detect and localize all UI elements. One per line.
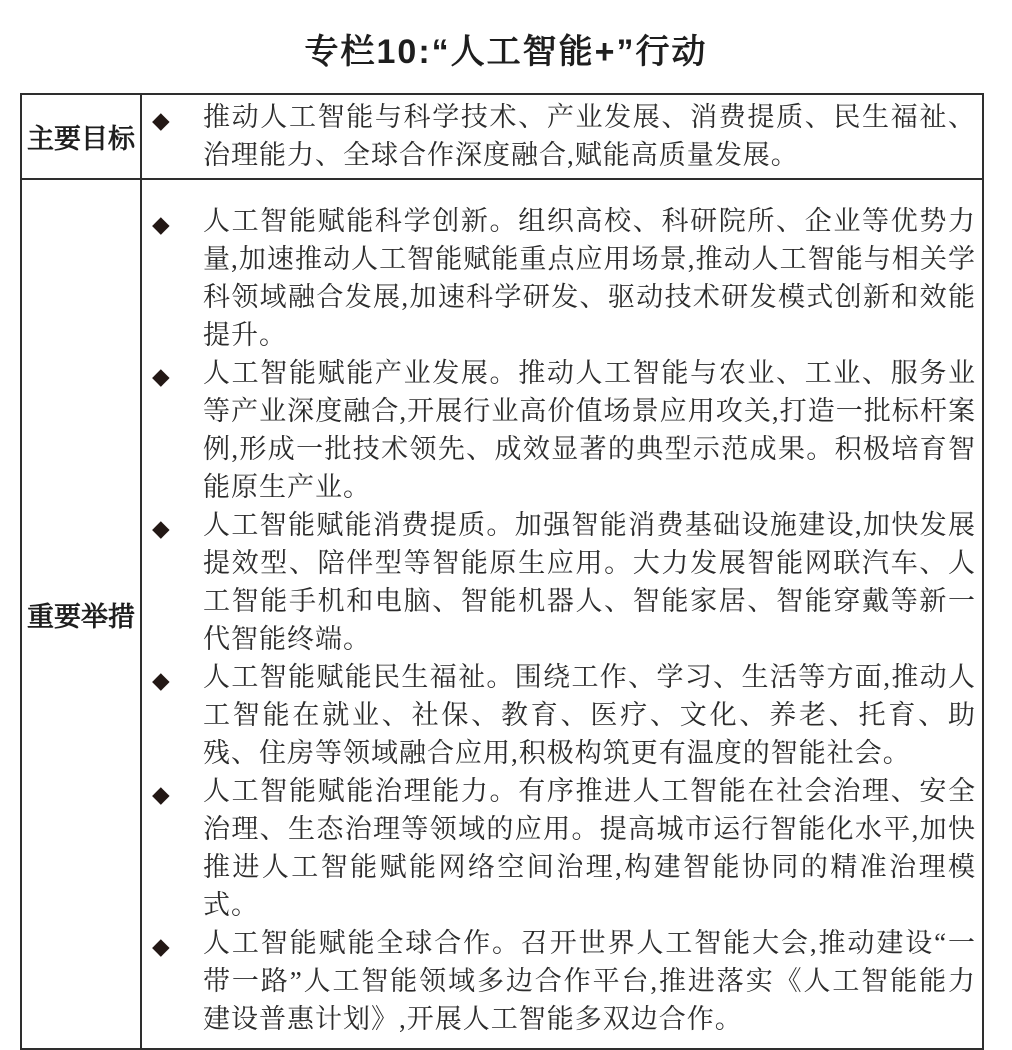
table-row-key-measures — [22, 178, 982, 1048]
diamond-bullet-icon: ◆ — [152, 782, 170, 808]
key-measures-content — [142, 180, 982, 1048]
bullet-text: 推动人工智能与科学技术、产业发展、消费提质、民生福祉、治理能力、全球合作深度融合,赋能高质量发展。 — [203, 102, 976, 170]
bullet-text: 人工智能赋能消费提质。加强智能消费基础设施建设,加快发展提效型、陪伴型等智能原生应用。大力发展智能网联汽车、人工智能手机和电脑、智能机器人、智能家居、智能穿戴等新一代智能终端。 — [203, 510, 976, 654]
list-item — [142, 772, 976, 924]
list-item — [142, 202, 976, 354]
diamond-bullet-icon: ◆ — [152, 934, 170, 960]
list-item — [142, 506, 976, 658]
row-label-key-measures: 重要举措 — [22, 180, 142, 1048]
list-item — [142, 354, 976, 506]
bullet-text: 人工智能赋能科学创新。组织高校、科研院所、企业等优势力量,加速推动人工智能赋能重点应用场景,推动人工智能与相关学科领域融合发展,加速科学研发、驱动技术研发模式创新和效能提升。 — [203, 206, 976, 350]
diamond-bullet-icon: ◆ — [152, 516, 170, 542]
table-row-main-goals — [22, 95, 982, 178]
diamond-bullet-icon: ◆ — [152, 668, 170, 694]
bullet-text: 人工智能赋能民生福祉。围绕工作、学习、生活等方面,推动人工智能在就业、社保、教育、医疗、文化、养老、托育、助残、住房等领域融合应用,积极构筑更有温度的智能社会。 — [203, 662, 976, 768]
diamond-bullet-icon: ◆ — [152, 212, 170, 238]
bullet-text: 人工智能赋能全球合作。召开世界人工智能大会,推动建设“一带一路”人工智能领域多边合作平台,推进落实《人工智能能力建设普惠计划》,开展人工智能多双边合作。 — [203, 928, 976, 1034]
bullet-text: 人工智能赋能治理能力。有序推进人工智能在社会治理、安全治理、生态治理等领域的应用。提高城市运行智能化水平,加快推进人工智能赋能网络空间治理,构建智能协同的精准治理模式。 — [203, 776, 976, 920]
feature-box-table — [20, 93, 984, 1050]
list-item — [142, 658, 976, 772]
main-goals-content — [142, 95, 982, 178]
row-label-main-goals: 主要目标 — [22, 95, 142, 178]
diamond-bullet-icon: ◆ — [152, 108, 170, 134]
list-item — [142, 98, 976, 174]
diamond-bullet-icon: ◆ — [152, 364, 170, 390]
bullet-text: 人工智能赋能产业发展。推动人工智能与农业、工业、服务业等产业深度融合,开展行业高价值场景应用攻关,打造一批标杆案例,形成一批技术领先、成效显著的典型示范成果。积极培育智能原生产业。 — [203, 358, 976, 502]
page-title: 专栏10:“人工智能+”行动 — [304, 33, 708, 71]
list-item — [142, 924, 976, 1038]
